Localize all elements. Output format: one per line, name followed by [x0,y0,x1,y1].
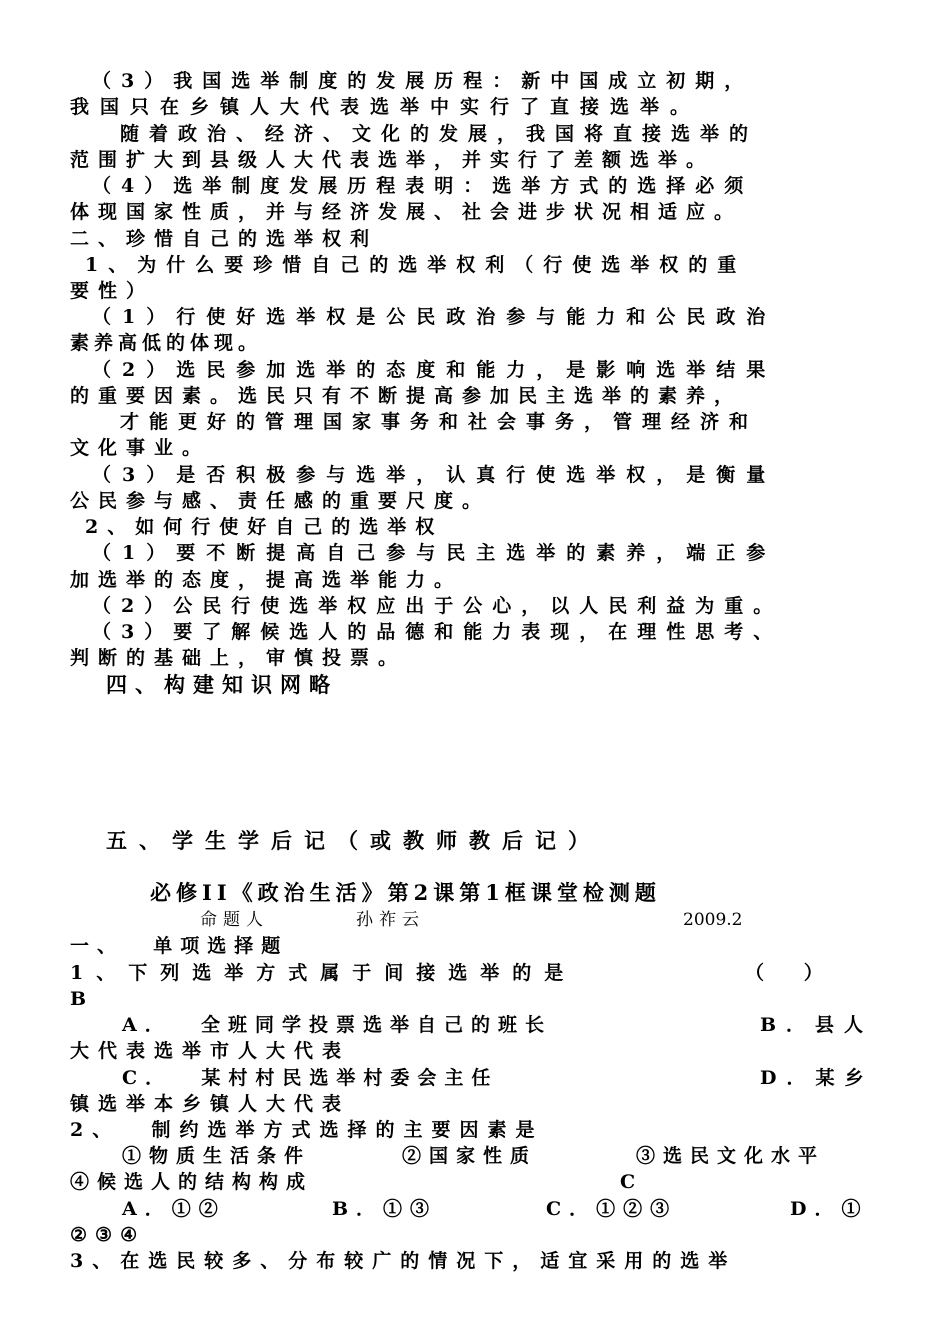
option-b: B．县人 [760,1014,874,1036]
section-heading: 一、 单项选择题 [70,935,289,957]
question-3: 3、在选民较多、分布较广的情况下，适宜采用的选举 [70,1250,737,1272]
choice-item: ②国家性质 [402,1145,538,1167]
option-a: A．①② [122,1198,226,1220]
text-line: 随着政治、经济、文化的发展，我国将直接选举的 [120,123,759,145]
text-line: 我国只在乡镇人大代表选举中实行了直接选举。 [70,96,701,118]
section-heading: 二、珍惜自己的选举权利 [70,228,379,250]
text-line: 大代表选举市人大代表 [70,1040,351,1062]
option-c: C． 某村村民选举村委会主任 [122,1067,499,1089]
option-d: D．① [790,1198,869,1220]
answer-key: B [70,988,87,1010]
section-heading: 五、学生学后记（或教师教后记） [106,828,601,853]
text-line: 素养高低的体现。 [70,332,263,354]
question-1: 1、下列选举方式属于间接选举的是 [70,962,577,984]
option-c: C．①②③ [546,1198,678,1220]
text-line: 判断的基础上，审慎投票。 [70,647,407,669]
option-a: A． 全班同学投票选举自己的班长 [122,1014,552,1036]
text-line: （1）要不断提高自己参与民主选举的素养，端正参 [92,542,777,564]
answer-paren: （ ） [745,962,823,984]
text-line: 的重要因素。选民只有不断提高参加民主选举的素养， [70,385,743,407]
text-line: （3）我国选举制度的发展历程：新中国成立初期， [92,70,754,92]
option-b: B．①③ [332,1198,438,1220]
text-line: 文化事业。 [70,437,211,459]
text-line: 范围扩大到县级人大代表选举，并实行了差额选举。 [70,149,715,171]
text-line: （3）是否积极参与选举，认真行使选举权，是衡量 [92,464,777,486]
text-line: （3）要了解候选人的品德和能力表现，在理性思考、 [92,621,783,643]
text-line: 加选举的态度，提高选举能力。 [70,569,463,591]
choice-item: ④候选人的结构构成 [70,1171,314,1193]
text-line: 公民参与感、责任感的重要尺度。 [70,490,491,512]
answer-key: C [620,1171,636,1193]
text-line: 要性） [70,280,155,302]
text-line: 镇选举本乡镇人大代表 [70,1093,351,1115]
text-line: 体现国家性质，并与经济发展、社会进步状况相适应。 [70,201,743,223]
text-line: （2）选民参加选举的态度和能力，是影响选举结果 [92,359,777,381]
section-heading: 四、构建知识网略 [106,672,338,697]
text-line: 2、如何行使好自己的选举权 [85,516,444,538]
text-line: （4）选举制度发展历程表明：选举方式的选择必须 [92,175,754,197]
date: 2009.2 [683,910,743,930]
text-line: 1、为什么要珍惜自己的选举权利（行使选举权的重 [85,254,747,276]
choice-item: ③选民文化水平 [636,1145,826,1167]
question-2: 2、 制约选举方式选择的主要因素是 [70,1119,544,1141]
text-line: （1）行使好选举权是公民政治参与能力和公民政治 [92,306,777,328]
option-d: D．某乡 [760,1067,874,1089]
text-line: ②③④ [70,1224,146,1246]
author-name: 孙祚云 [356,910,425,930]
choice-item: ①物质生活条件 [122,1145,312,1167]
text-line: 才能更好的管理国家事务和社会事务，管理经济和 [120,411,759,433]
author-label: 命题人 [200,910,269,930]
page-title: 必修II《政治生活》第2课第1框课堂检测题 [150,880,661,905]
text-line: （2）公民行使选举权应出于公心，以人民利益为重。 [92,595,783,617]
